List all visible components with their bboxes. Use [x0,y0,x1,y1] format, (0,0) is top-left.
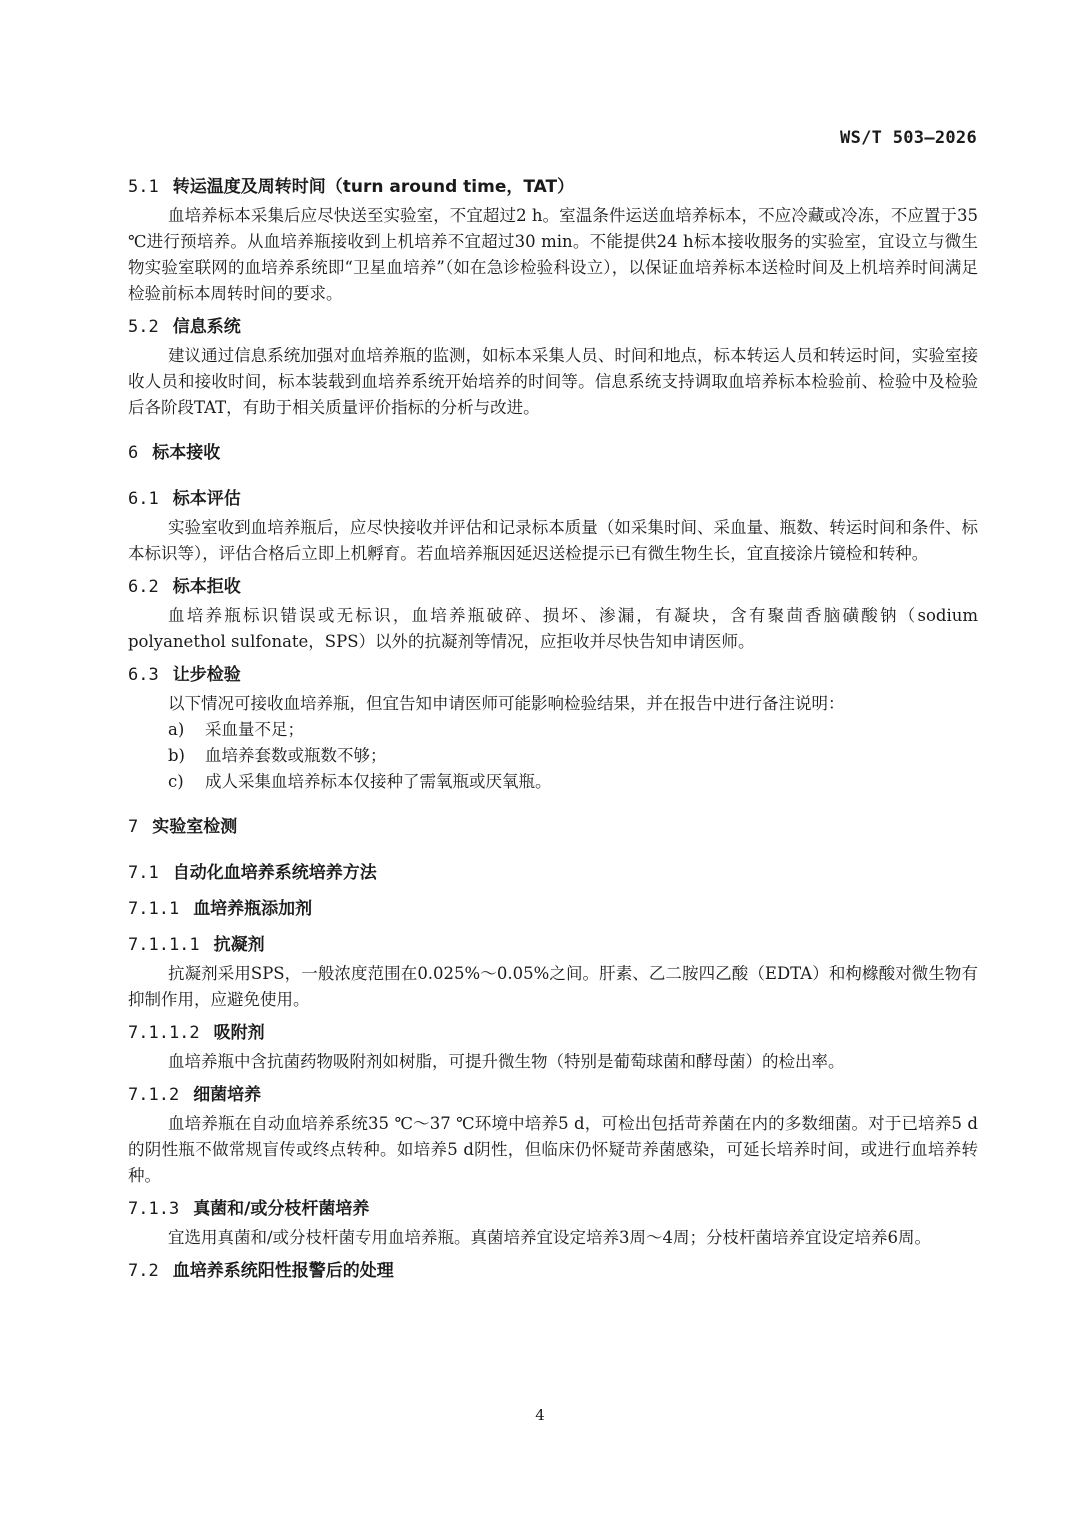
section-number: 6.2 [128,577,159,597]
section-title: 转运温度及周转时间（turn around time，TAT） [172,177,575,197]
heading-6 [128,441,978,465]
paragraph-5-2: 建议通过信息系统加强对血培养瓶的监测，如标本采集人员、时间和地点，标本转运人员和转运时间，实验室接收人员和接收时间，标本装载到血培养系统开始培养的时间等。信息系统支持调取血培养标本检验前、检验中及检验后各阶段TAT，有助于相关质量评价指标的分析与改进。 [128,346,978,417]
section-title: 血培养系统阳性报警后的处理 [172,1261,394,1281]
paragraph-6-3: 以下情况可接收血培养瓶，但宜告知申请医师可能影响检验结果，并在报告中进行备注说明： [168,694,845,713]
paragraph-7-1-3: 宜选用真菌和/或分枝杆菌专用血培养瓶。真菌培养宜设定培养3周～4周；分枝杆菌培养宜设定培养6周。 [168,1228,932,1247]
list-item [128,769,978,795]
heading-6-3 [128,663,978,687]
paragraph-7-1-1-2: 血培养瓶中含抗菌药物吸附剂如树脂，可提升微生物（特别是葡萄球菌和酵母菌）的检出率。 [168,1052,845,1071]
section-number: 7.1.1.2 [128,1023,200,1043]
heading-5-1 [128,175,978,199]
section-number: 5.1 [128,177,159,197]
section-number: 7.1.1 [128,899,180,919]
heading-6-2 [128,575,978,599]
heading-7 [128,815,978,839]
document-body [128,175,978,1283]
paragraph-7-1-2: 血培养瓶在自动血培养系统35 ℃～37 ℃环境中培养5 d，可检出包括苛养菌在内的多数细菌。对于已培养5 d的阴性瓶不做常规盲传或终点转种。如培养5 d阴性，但临床仍怀疑苛养菌感染，可延长培养时间，或进行血培养转种。 [128,1114,978,1185]
list-item-text: 采血量不足； [205,720,304,739]
section-number: 6 [128,443,139,463]
section-number: 6.3 [128,665,159,685]
heading-5-2 [128,315,978,339]
section-title: 吸附剂 [213,1023,265,1043]
section-title: 标本拒收 [172,577,241,597]
document-code: WS/T 503—2026 [840,128,977,148]
heading-7-1-1-2 [128,1021,978,1045]
heading-7-1-2 [128,1083,978,1107]
section-number: 7.2 [128,1261,159,1281]
paragraph-6-2: 血培养瓶标识错误或无标识，血培养瓶破碎、损坏、渗漏，有凝块，含有聚茴香脑磺酸钠（sodium polyanethol sulfonate，SPS）以外的抗凝剂等情况，应拒收并尽快告知申请医师。 [128,606,978,651]
section-title: 自动化血培养系统培养方法 [172,863,377,883]
paragraph-5-1: 血培养标本采集后应尽快送至实验室，不宜超过2 h。室温条件运送血培养标本，不应冷藏或冷冻，不应置于35 ℃进行预培养。从血培养瓶接收到上机培养不宜超过30 min。不能提供24 h标本接收服务的实验室，宜设立与微生物实验室联网的血培养系统即“卫星血培养”（如在急诊检验科设立），以保证血培养标本送检时间及上机培养时间满足检验前标本周转时间的要求。 [128,206,978,303]
section-title: 真菌和/或分枝杆菌培养 [193,1199,370,1219]
section-title: 血培养瓶添加剂 [193,899,313,919]
section-title: 抗凝剂 [213,935,265,955]
list-marker: c) [168,772,184,791]
list-item-text: 血培养套数或瓶数不够； [205,746,387,765]
section-title: 标本接收 [152,443,221,463]
section-title: 信息系统 [172,317,241,337]
list-item-text: 成人采集血培养标本仅接种了需氧瓶或厌氧瓶。 [205,772,552,791]
paragraph-6-1: 实验室收到血培养瓶后，应尽快接收并评估和记录标本质量（如采集时间、采血量、瓶数、转运时间和条件、标本标识等），评估合格后立即上机孵育。若血培养瓶因延迟送检提示已有微生物生长，宜直接涂片镜检和转种。 [128,518,978,563]
heading-7-1-1-1 [128,933,978,957]
list-marker: b) [168,746,185,765]
section-title: 标本评估 [172,489,241,509]
section-number: 7.1 [128,863,159,883]
section-number: 7.1.1.1 [128,935,200,955]
page-number: 4 [535,1406,545,1424]
heading-7-1-1 [128,897,978,921]
section-number: 7.1.2 [128,1085,180,1105]
section-number: 5.2 [128,317,159,337]
list-item [128,717,978,743]
heading-7-2 [128,1259,978,1283]
list-item [128,743,978,769]
section-title: 细菌培养 [193,1085,262,1105]
heading-7-1-3 [128,1197,978,1221]
section-title: 实验室检测 [152,817,238,837]
section-number: 7.1.3 [128,1199,180,1219]
heading-6-1 [128,487,978,511]
section-number: 7 [128,817,139,837]
list-marker: a) [168,720,185,739]
paragraph-7-1-1-1: 抗凝剂采用SPS，一般浓度范围在0.025%～0.05%之间。肝素、乙二胺四乙酸（EDTA）和枸橼酸对微生物有抑制作用，应避免使用。 [128,964,978,1009]
heading-7-1 [128,861,978,885]
section-number: 6.1 [128,489,159,509]
section-title: 让步检验 [172,665,241,685]
